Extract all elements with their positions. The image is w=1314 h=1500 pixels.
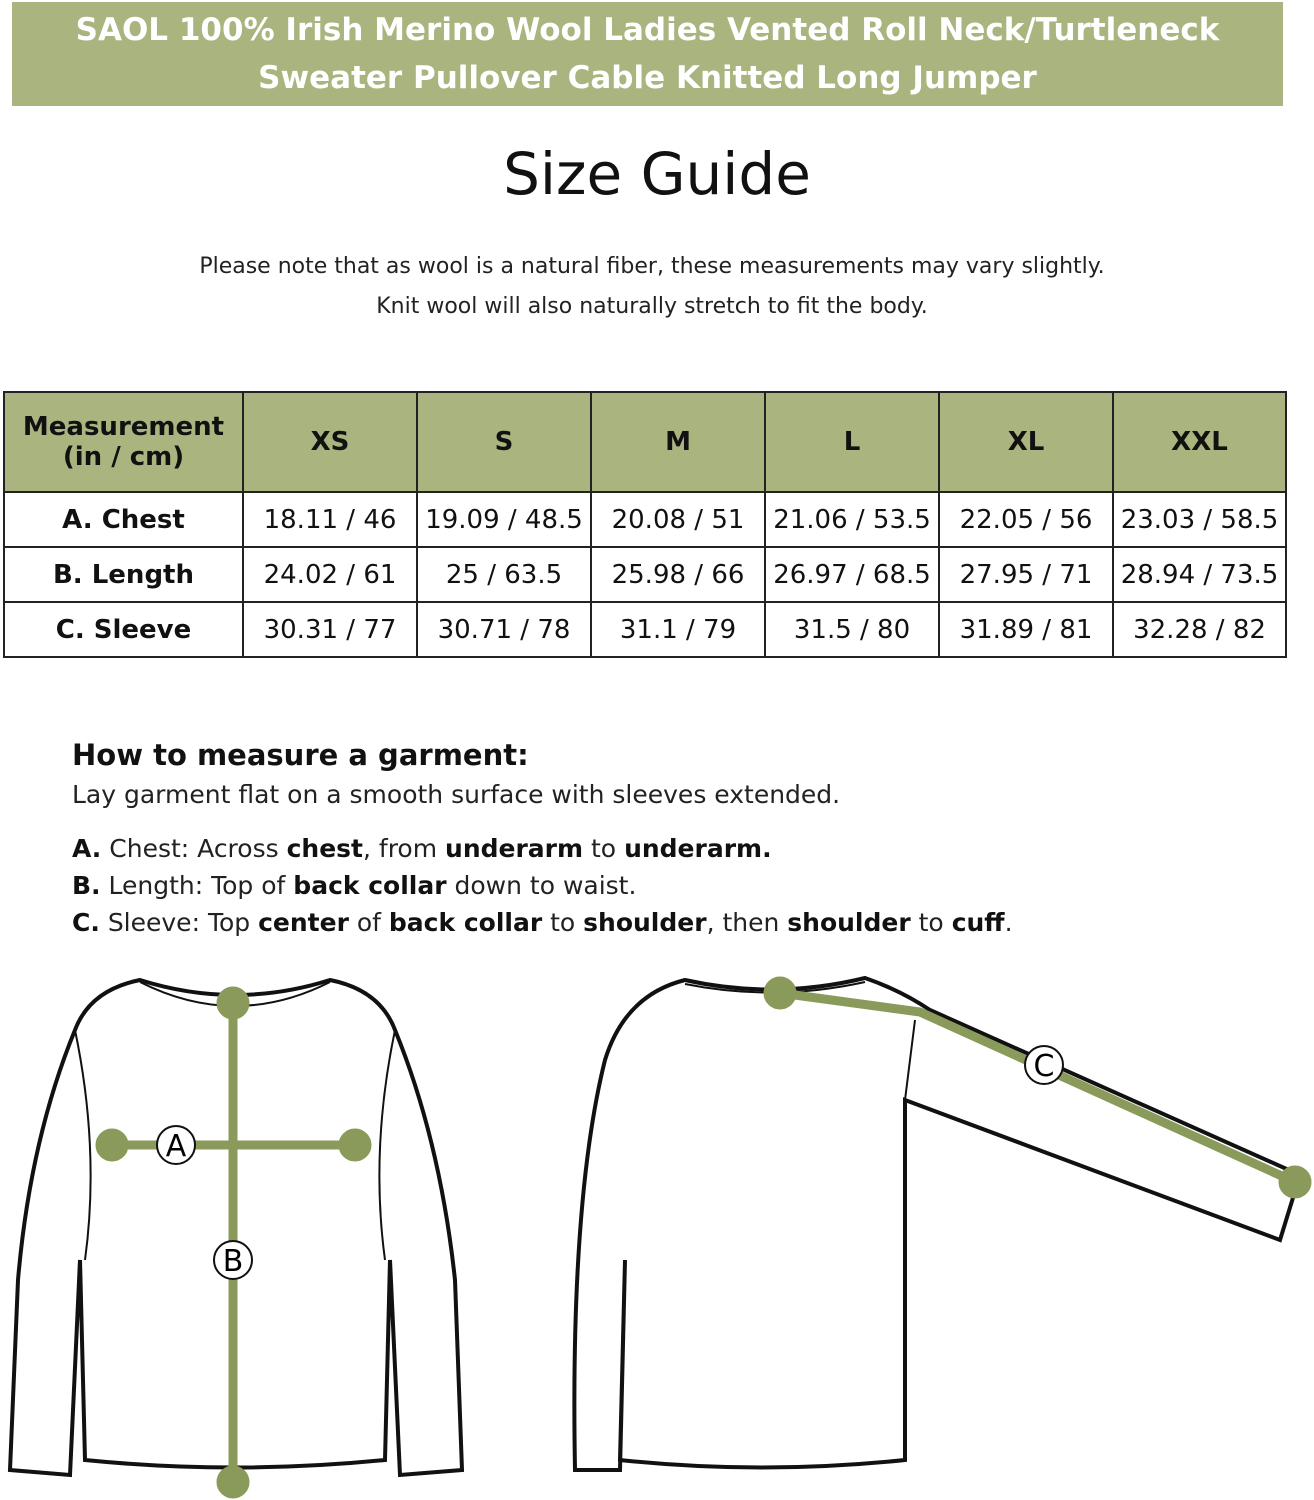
header-size: S [417,392,591,492]
note-line-1: Please note that as wool is a natural fiber, these measurements may vary slightly. [199,254,1105,279]
instruction-chest [72,834,772,863]
garment-diagram [0,960,1314,1500]
measurement-lines [100,981,1307,1494]
cell: 26.97 / 68.5 [765,547,939,602]
cell: 30.71 / 78 [417,602,591,657]
cell: 23.03 / 58.5 [1113,492,1286,547]
how-to-heading: How to measure a garment: [72,738,529,772]
header-label: Measurement [22,412,225,442]
header-size: XL [939,392,1113,492]
t: C. [72,908,100,937]
how-to-intro: Lay garment flat on a smooth surface with sleeves extended. [72,780,841,809]
instruction-length [72,871,636,900]
t: . [1004,908,1013,937]
cell: 20.08 / 51 [591,492,765,547]
cell: 19.09 / 48.5 [417,492,591,547]
row-label: B. Length [4,547,243,602]
row-label: A. Chest [4,492,243,547]
header-size: M [591,392,765,492]
cell: 24.02 / 61 [243,547,417,602]
cell: 22.05 / 56 [939,492,1113,547]
product-title-line2: Sweater Pullover Cable Knitted Long Jumper [258,60,1037,96]
t: of [348,908,389,937]
t: Top of [203,871,294,900]
t: B. [72,871,101,900]
header-measurement [4,392,243,492]
marker-b: B [222,1244,244,1279]
cell: 25 / 63.5 [417,547,591,602]
size-table [3,391,1287,658]
note-line-2: Knit wool will also naturally stretch to fit the body. [376,294,928,319]
table-row [4,602,1286,657]
t: , from [363,834,446,863]
t: chest [286,834,363,863]
row-label: C. Sleeve [4,602,243,657]
t: underarm [445,834,584,863]
table-row [4,492,1286,547]
t: to [542,908,584,937]
marker-a: A [165,1129,187,1164]
t: , then [706,908,788,937]
cell: 28.94 / 73.5 [1113,547,1286,602]
t: back collar [388,908,543,937]
cell: 25.98 / 66 [591,547,765,602]
cell: 31.89 / 81 [939,602,1113,657]
header-units: (in / cm) [62,442,185,472]
cell: 32.28 / 82 [1113,602,1286,657]
marker-c: C [1033,1049,1055,1084]
instruction-sleeve [72,908,1013,937]
header-size: L [765,392,939,492]
t: Across [189,834,287,863]
table-header-row [4,392,1286,492]
header-size: XS [243,392,417,492]
t: to [583,834,625,863]
t: shoulder [787,908,911,937]
t: cuff [951,908,1005,937]
t: Sleeve: [107,908,200,937]
measurement-markers [157,1046,1063,1279]
header-size: XXL [1113,392,1286,492]
t: underarm. [624,834,772,863]
t: A. [72,834,102,863]
t: Length: [108,871,204,900]
t: Top [200,908,259,937]
page-title: Size Guide [503,140,811,208]
back-sweater-illustration [574,978,1300,1470]
t: Chest: [109,834,190,863]
product-title-banner [12,2,1283,106]
cell: 27.95 / 71 [939,547,1113,602]
t: shoulder [583,908,707,937]
product-title-line1: SAOL 100% Irish Merino Wool Ladies Vented Roll Neck/Turtleneck [75,12,1220,48]
cell: 31.5 / 80 [765,602,939,657]
t: back collar [293,871,447,900]
table-row [4,547,1286,602]
t: center [258,908,349,937]
t: to [910,908,952,937]
cell: 18.11 / 46 [243,492,417,547]
t: down to waist. [446,871,637,900]
cell: 21.06 / 53.5 [765,492,939,547]
cell: 30.31 / 77 [243,602,417,657]
cell: 31.1 / 79 [591,602,765,657]
